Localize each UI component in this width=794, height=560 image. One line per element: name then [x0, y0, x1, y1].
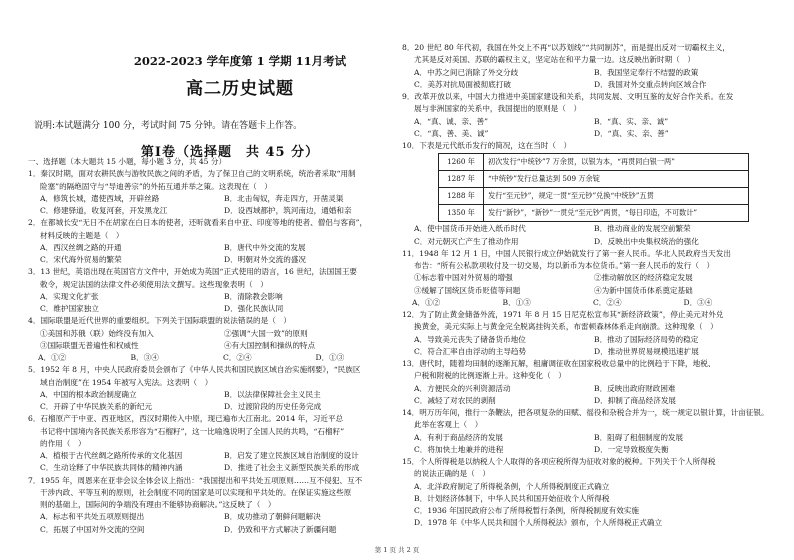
option-d: D．推动世界贸易规模迅速扩展: [594, 346, 699, 356]
option-b: B．阻碍了租佃制度的发展: [594, 432, 684, 442]
table-cell-year: 1287 年: [439, 171, 484, 188]
option-b: B．我国坚定奉行不结盟的政策: [594, 67, 699, 77]
option-a: A．方便民众的兴利资源活动: [414, 383, 511, 393]
option-c: C．维护国家独立: [40, 304, 99, 313]
option-c: C．减轻了对农民的剥削: [414, 395, 496, 405]
yuan-currency-table: [438, 153, 749, 222]
question-4-statements: [28, 328, 408, 340]
table-row: [439, 205, 749, 222]
question-3-options: [28, 291, 408, 303]
page-footer: 第 1 页 共 2 页: [374, 546, 420, 554]
statement-1: ①标志着中国对外贸易的增强: [414, 273, 513, 283]
option-c: C．符合汇率自由浮动的主导趋势: [414, 346, 527, 356]
option-d: D．仍致和平方式解决了新疆问题: [224, 524, 337, 534]
option-a: A．修筑长城，遣使西域，开辟丝路: [40, 193, 160, 203]
option-a: A．西汉丝绸之路的开通: [40, 242, 122, 252]
option-a: A．实现文化扩张: [40, 291, 99, 301]
question-1-options: [28, 193, 408, 205]
option-a: A．中苏之间已消除了外交分歧: [414, 67, 519, 77]
table-row: [439, 154, 749, 171]
question-13-options: [402, 395, 774, 407]
option-a: A．①②: [412, 297, 441, 307]
question-3-text: 3．13 世纪，英语出现在英国官方文件中，开始成为英国“正式使用的语言，16 世纪，法国国王要: [28, 267, 358, 277]
exam-main-title: 高二历史试题: [186, 79, 294, 99]
question-5-options: [28, 389, 408, 401]
question-13-text: 户税和附税的比例逐渐上升。这种变化（ ）: [414, 371, 566, 381]
section-instructions: 一、选择题（本大题共 15 小题，每小题 3 分，共 45 分）: [28, 157, 227, 166]
option-b: B．①③: [502, 297, 531, 307]
option-c: C．②④: [593, 297, 622, 307]
question-14-options: [402, 432, 774, 444]
option-b: B．清除教会影响: [224, 291, 283, 301]
option-a: A．北洋政府制定了所得税条例，个人所得税制度正式确立: [414, 481, 610, 491]
option-d: D．强化民族认同: [224, 304, 284, 313]
option-c: C．生动诠释了中华民族共同体的精神内涵: [40, 463, 183, 473]
question-2-options: [28, 242, 408, 254]
question-4-options: [28, 352, 408, 364]
option-d: D．推进了社会主义新型民族关系的形成: [224, 463, 360, 473]
exam-notice: 说明:本试题满分 100 分，考试时间 75 分钟。请在答题卡上作答。: [34, 121, 303, 131]
question-5-options: [28, 401, 408, 413]
option-d: D．③④: [683, 297, 713, 307]
question-4-statements: [28, 340, 408, 352]
option-b: B．北击匈奴，奔走四方，开凿灵渠: [224, 193, 344, 203]
table-cell-text: 发行“至元钞”，规定一贯“至元钞”兑换“中统钞”五贯: [484, 188, 749, 205]
option-c: C．②④: [223, 353, 252, 362]
exam-year-title: 2022-2023 学年度第 1 学期 11月考试: [133, 54, 347, 68]
question-12-options: [402, 334, 774, 346]
option-b: B．启发了建立民族区域自治制度的设计: [224, 451, 359, 460]
option-a: A．标志和平共处五项原则提出: [40, 512, 145, 522]
statement-4: ④为新中国货币体系奠定基础: [594, 285, 693, 295]
table-cell-text: “中统钞”发行总量达到 509 万余锭: [484, 171, 749, 188]
question-7-text: 7．1955 年，周恩来在亚非会议全体会议上指出：“我国提出和平共处五项原则……互不侵犯、互不: [28, 475, 363, 485]
option-d: D．过渡阶段的历史任务完成: [224, 402, 322, 411]
option-d: D．1978 年《中华人民共和国个人所得税法》颁布，个人所得税正式确立: [414, 518, 663, 528]
option-b: B．“真、实、亲、诚”: [594, 116, 669, 126]
option-b: B．反映出政府财政困难: [594, 383, 676, 393]
question-7-text: 干涉内政、平等互利的原则，社会制度不同的国家是可以实现和平共处的。在保证实施这些原: [40, 487, 352, 497]
question-6-text: 书记将中国境内各民族关系形容为“石榴籽”，这一比喻逸说明了全国人民的共鸣，“石榴籽”: [40, 426, 345, 436]
option-b: B．计划经济体制下，中华人民共和国开始征收个人所得税: [414, 493, 610, 503]
question-3-options: [28, 303, 408, 315]
question-8-options: [402, 67, 774, 79]
statement-2: ②推动解放区的经济稳定发展: [594, 273, 693, 283]
question-1-text: 险塞”的隔绝固守与“导迪善宗”的外拓互通并举之策。这表现在（ ）: [40, 181, 272, 191]
question-9-options: [402, 128, 774, 140]
option-d: D．设西域都护，筑河南边，通婚和亲: [224, 206, 352, 215]
question-9-options: [402, 116, 774, 128]
statement-4: ④有大国控制和操纵的特点: [224, 340, 316, 350]
option-c: C．宋代海外贸易的繁荣: [40, 255, 122, 264]
option-b: B．成功推动了朝鲜问题解决: [224, 512, 321, 522]
question-13-text: 13．唐代时，随着均田制的逐渐瓦解，租庸调征收在国家税收总量中的比例趋于下降，地税、: [402, 359, 716, 368]
statement-2: ②强调“大国一致”的原则: [224, 328, 308, 338]
option-c: C．1936 年国民政府公布了所得税暂行条例，所得税制度有效实施: [414, 506, 639, 515]
left-column: [20, 0, 410, 545]
option-d: D．反映出中央集权统治的强化: [594, 236, 699, 246]
question-12-text: 换黄金，美元实际上与黄金完全脱离挂钩关系，布雷顿森林体系走向崩溃。这种现象（ ）: [414, 322, 718, 332]
option-a: A．植根于古代丝绸之路所传承的文化基因: [40, 451, 183, 460]
option-c: C．“真、善、美、诚”: [414, 128, 489, 138]
option-b: B．推动了国际经济局势的稳定: [594, 334, 699, 344]
option-a: A．有利于商品经济的发展: [414, 432, 504, 442]
question-12-options: [402, 346, 774, 358]
option-d: D．一定导致极度失衡: [594, 444, 669, 454]
option-a: A．“真、诚、亲、善”: [414, 116, 488, 126]
option-b: B．推动商业的发展空前繁荣: [594, 224, 691, 234]
option-c: C．修建驿道，收复河套，开发黑龙江: [40, 206, 168, 215]
question-1-text: 1．秦汉时期，面对农耕民族与游牧民族之间的矛盾，为了保卫自己的文明系统，统治者采取“用制: [28, 169, 356, 179]
question-7-text: 则的基础上，国际间的争端没有理由不能够协商解决。”这反映了（ ）: [40, 500, 276, 509]
statement-1: ①美国和苏俄（联）始终没有加入: [40, 328, 154, 338]
statement-3: ③缓解了国统区货币贬值等问题: [414, 285, 521, 295]
question-6-options: [28, 462, 408, 474]
question-2-text: 材料反映的主题是（ ）: [40, 230, 124, 240]
statement-3: ③国际联盟无普遍性和权威性: [40, 340, 139, 350]
question-6-text: 6．石榴原产于中亚、西亚地区，西汉时期传入中原，现已遍布大江南北。2014 年，习近平总: [28, 414, 344, 424]
question-15-text: 的说法正确的是（ ）: [414, 469, 490, 479]
question-5-text: 5．1952 年 8 月，中央人民政府委员会颁布了《中华人民共和国民族区域自治实施纲要》，“民族区: [28, 365, 361, 375]
question-9-text: 9．改革开放以来，中国大力推进中美国家建设和关系，共同发展、文明互鉴的友好合作关系。在发: [402, 92, 734, 101]
table-cell-text: 初次发行“中统钞”7 万余贯，以银为本，“再贯同白银一两”: [484, 154, 749, 171]
right-column: [402, 0, 774, 545]
question-15-text: 15．个人所得税是以纳税人个人取得的各项应税所得为征收对象的税种。下列关于个人所得税: [402, 457, 716, 466]
option-a: A．①②: [38, 353, 67, 362]
question-8-options: [402, 79, 774, 91]
question-8-text: 尤其是反对美国、苏联的霸权主义，坚定站在和平力量一边。这反映出新时期（ ）: [414, 55, 695, 65]
option-d: D．我国对外交重点转向区域合作: [594, 79, 707, 89]
question-10-options: [402, 236, 774, 248]
option-a: A．导致美元丧失了储备货币地位: [414, 334, 526, 344]
question-13-options: [402, 383, 774, 395]
question-12-text: 12．为了防止黄金储备外流，1971 年 8 月 15 日尼克松宣布其“新经济政策”，停止美元对外兑: [402, 310, 724, 319]
question-11-options: [402, 297, 774, 309]
option-c: C．拓展了中国对外交流的空间: [40, 524, 145, 534]
question-14-text: 此举在客观上（ ）: [414, 420, 483, 430]
question-2-options: [28, 254, 408, 266]
question-11-text: 11．1948 年 12 月 1 日，中国人民银行成立伊始就发行了第一套人民币。华北人民政府当天发出: [402, 248, 731, 258]
question-11-text: 布告：“所有公私款项收付及一切交易，均以新币为本位货币。”第一套人民币的发行（ ）: [414, 261, 715, 270]
section-title: 第Ⅰ卷（选择题 共 45 分）: [140, 145, 320, 160]
question-7-options: [28, 524, 408, 536]
question-14-options: [402, 444, 774, 456]
table-cell-text: 发行“新钞”，“新钞”一贯兑“至元钞”两贯，“每日印造，不可数计”: [484, 205, 749, 222]
table-cell-year: 1288 年: [439, 188, 484, 205]
question-7-options: [28, 511, 408, 523]
question-5-text: 域自治制度”在 1954 年被写入宪法。这表明（ ）: [40, 377, 213, 387]
question-9-text: 展与非洲国家的关系中，我国提出的原则是（ ）: [414, 104, 582, 114]
table-cell-year: 1350 年: [439, 205, 484, 222]
table-cell-year: 1260 年: [439, 154, 484, 171]
table-row: [439, 171, 749, 188]
option-c: C．开辟了中华民族关系的新纪元: [40, 402, 153, 411]
option-b: B．唐代中外交流的发展: [224, 242, 306, 252]
question-3-text: 敕令，规定法国的法律文件必须使用法文撰写。这些现象表明（ ）: [40, 279, 268, 289]
question-11-statements: [402, 272, 774, 284]
question-1-options: [28, 205, 408, 217]
question-10-text: 10．下表是元代纸币发行的简况，这在当时（ ）: [402, 141, 572, 150]
question-11-statements: [402, 285, 774, 297]
right-questions: [402, 42, 774, 530]
left-questions: [28, 156, 408, 536]
option-b: B．③④: [130, 353, 159, 362]
option-c: C．将加快土地兼并的进程: [414, 444, 504, 454]
option-d: D．“真、实、亲、善”: [594, 128, 669, 138]
option-c: C．美苏对抗局面被彻底打破: [414, 79, 511, 89]
question-6-text: 的作用（ ）: [40, 438, 86, 448]
question-2-text: 2．在都城长安“无日不在胡家在白日本的使者，还听就看来自中亚、印度等地的使者、僧侣与客商”，: [28, 218, 368, 228]
question-10-options: [402, 223, 774, 235]
option-c: C．对元朝灭亡产生了推动作用: [414, 236, 519, 246]
question-4-text: 4．国际联盟是近代世界的重要组织。下列关于国际联盟的说法错误的是（ ）: [28, 316, 292, 326]
table-row: [439, 188, 749, 205]
question-6-options: [28, 450, 408, 462]
option-b: B．以法律保障社会主义民主: [224, 389, 321, 399]
option-d: D．明朝对外交流的盛况: [224, 255, 307, 264]
option-a: A．使中国货币开始进入纸币时代: [414, 224, 526, 234]
option-d: D．抑制了商品经济发展: [594, 395, 677, 405]
question-8-text: 8．20 世纪 80 年代初，我国在外交上不再“以苏划线”“共同制苏”，而是提出反对一切霸权主义，: [402, 43, 730, 52]
option-a: A．中国的根本政治制度确立: [40, 389, 137, 399]
option-d: D．①③: [315, 353, 345, 362]
question-14-text: 14．明万历年间，推行一条鞭法，把各项复杂的田赋、徭役和杂税合并为一，统一规定以银计算，计亩征银。: [402, 408, 769, 417]
